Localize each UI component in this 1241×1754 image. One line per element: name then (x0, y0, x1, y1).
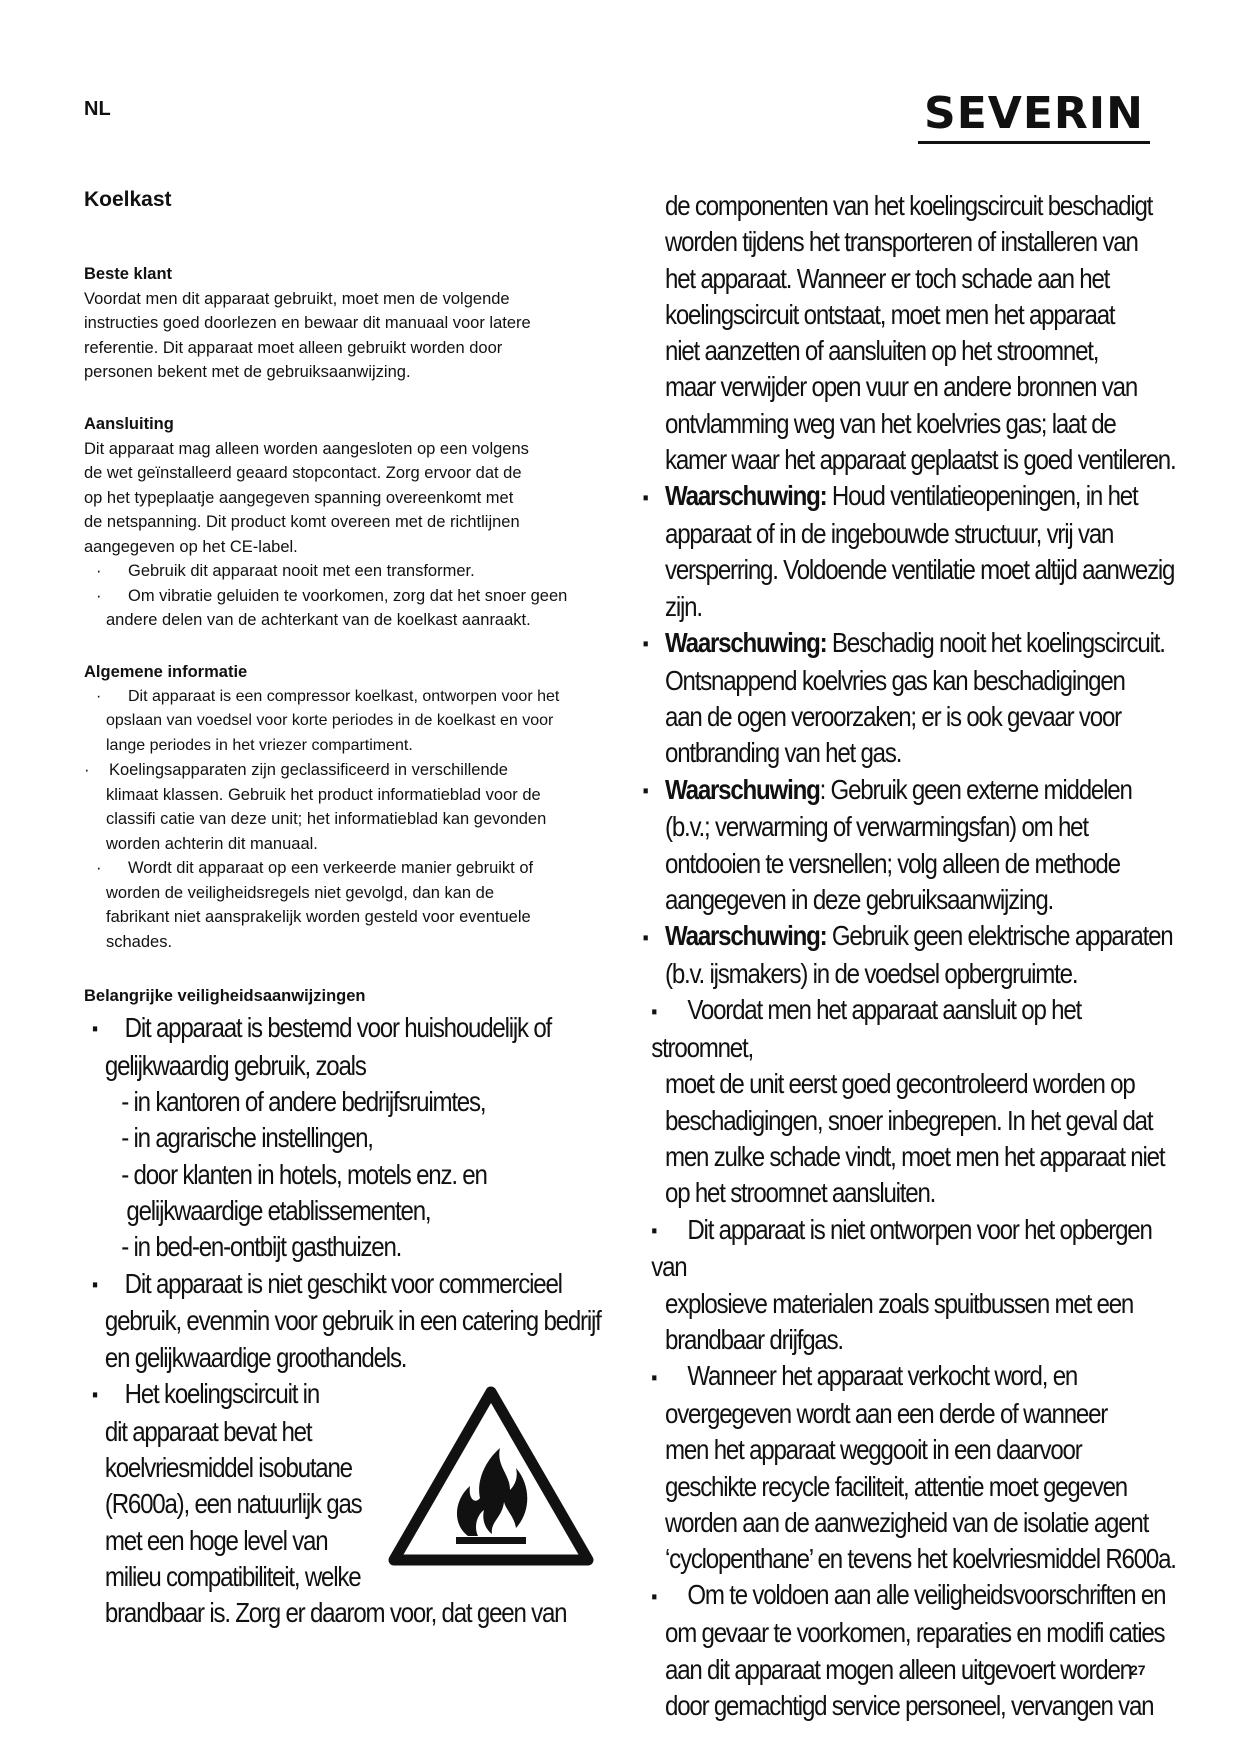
warning-text: aan de ogen veroorzaken; er is ook gevaar voor (665, 701, 1121, 733)
flammable-warning-icon (388, 1386, 594, 1566)
warning-text: Gebruik geen elektrische apparaten (831, 920, 1173, 952)
list-item-text: Dit apparaat is niet geschikt voor commercieel (124, 1267, 562, 1299)
page-title: Koelkast (84, 188, 172, 211)
list-item-text: Gebruik dit apparaat nooit met een transformer. (128, 562, 475, 580)
list-item (84, 584, 684, 609)
text-line: instructies goed doorlezen en bewaar dit manuaal voor latere (84, 314, 531, 332)
list-item-text: gebruik, evenmin voor gebruik in een catering bedrijf (104, 1305, 601, 1337)
list-item (651, 1577, 1181, 1615)
warning-text: (b.v.; verwarming of verwarmingsfan) om het (665, 811, 1088, 843)
list-item-text: Dit apparaat is bestemd voor huishoudelijk of (124, 1012, 552, 1043)
warning-item (643, 625, 1181, 663)
list-item-text: Dit apparaat is een compressor koelkast, ontworpen voor het (128, 687, 560, 705)
bullet-icon: ▪ (651, 1000, 657, 1023)
section-heading: Aansluiting (84, 415, 174, 433)
list-item-text: gelijkwaardig gebruik, zoals (104, 1049, 366, 1081)
list-item-text: geschikte recycle faciliteit, attentie moet gegeven (665, 1470, 1127, 1502)
list-item-text: door gemachtigd service personeel, vervangen van (665, 1689, 1154, 1721)
section-heading: Algemene informatie (84, 663, 248, 681)
list-item-text: Om te voldoen aan alle veiligheidsvoorschriften en (687, 1579, 1166, 1611)
text-line: personen bekent met de gebruiksaanwijzing. (84, 363, 411, 381)
warning-text: versperring. Voldoende ventilatie moet altijd aanwezig (665, 554, 1175, 586)
list-item-text: klimaat klassen. Gebruik het product informatieblad voor de (106, 785, 541, 804)
list-item-text: - in agrarische instellingen, (121, 1122, 373, 1154)
text-line: koelingscircuit ontstaat, moet men het apparaat (665, 298, 1115, 330)
text-line: worden tijdens het transporteren of installeren van (665, 226, 1138, 258)
list-item-text: milieu compatibiliteit, welke (104, 1560, 361, 1592)
warning-text: ontbranding van het gas. (665, 737, 902, 769)
list-item-text: worden de veiligheidsregels niet gevolgd, dan kan de (106, 883, 495, 902)
warning-text: apparaat of in de ingebouwde structuur, vrij van (665, 518, 1114, 550)
text-line: kamer waar het apparaat geplaatst is goed ventileren. (665, 444, 1176, 476)
list-item-text: brandbaar drijfgas. (665, 1323, 843, 1355)
section-veiligheid (84, 984, 584, 1009)
text-line: niet aanzetten of aansluiten op het stroomnet, (665, 335, 1099, 367)
list-item (92, 1266, 677, 1304)
warning-label: Waarschuwing: (665, 480, 827, 512)
list-item-text: moet de unit eerst goed gecontroleerd worden op (665, 1068, 1135, 1100)
list-item-text: classifi catie van deze unit; het informatieblad kan gevonden (106, 810, 547, 828)
list-item-text: explosieve materialen zoals spuitbussen met een (665, 1287, 1134, 1319)
list-item-text: men zulke schade vindt, moet men het apparaat niet (665, 1140, 1165, 1172)
list-item-text: ‘cyclopenthane’ en tevens het koelvriesmiddel R600a. (665, 1543, 1176, 1575)
warning-label: Waarschuwing: (665, 920, 827, 952)
warning-item (643, 918, 1181, 956)
list-item-text: Het koelingscircuit in (124, 1377, 320, 1409)
brand-logo (918, 88, 1150, 144)
list-item-text: Wanneer het apparaat verkocht word, en (687, 1360, 1078, 1392)
list-item-text: Wordt dit apparaat op een verkeerde manier gebruikt of (128, 859, 534, 877)
list-item-text: op het stroomnet aansluiten. (665, 1177, 936, 1209)
list-item-text: worden aan de aanwezigheid van de isolatie agent (665, 1506, 1149, 1538)
warning-text: Houd ventilatieopeningen, in het (831, 480, 1138, 512)
list-item-text: - in kantoren of andere bedrijfsruimtes, (121, 1086, 486, 1118)
text-line: de componenten van het koelingscircuit beschadigt (665, 190, 1153, 221)
warning-text: Beschadig nooit het koelingscircuit. (831, 627, 1165, 659)
list-item-text: aan dit apparaat mogen alleen uitgevoert worden (665, 1653, 1132, 1685)
list-item-text: - in bed-en-ontbijt gasthuizen. (121, 1231, 402, 1263)
list-item (84, 758, 684, 783)
bullet-icon: · (96, 586, 102, 605)
section-aansluiting (84, 412, 684, 633)
list-item-text: men het apparaat weggooit in een daarvoor (665, 1434, 1082, 1466)
section-heading: Beste klant (84, 265, 173, 283)
warning-label: Waarschuwing: (665, 627, 827, 659)
text-line: referentie. Dit apparaat moet alleen gebruikt worden door (84, 338, 503, 357)
text-line: Voordat men dit apparaat gebruikt, moet men de volgende (84, 289, 510, 308)
brand-underline (918, 141, 1150, 144)
text-line: aangegeven op het CE-label. (84, 537, 298, 556)
warning-text: zijn. (665, 590, 702, 622)
list-item-text: dit apparaat bevat het (104, 1415, 312, 1447)
list-item (84, 559, 684, 584)
list-item-text: worden achterin dit manuaal. (106, 834, 318, 853)
list-item-text: Dit apparaat is niet ontworpen voor het opbergen van (651, 1213, 1152, 1283)
list-item (651, 992, 1181, 1066)
section-algemene-informatie (84, 660, 684, 954)
bullet-icon: ▪ (651, 1585, 657, 1608)
safety-list-right (642, 188, 1181, 1724)
bullet-icon: ▪ (92, 1384, 97, 1407)
warning-text: ontdooien te versnellen; volg alleen de methode (665, 847, 1120, 879)
list-item-text: andere delen van de achterkant van de koelkast aanraakt. (106, 611, 531, 629)
list-item-text: Voordat men het apparaat aansluit op het stroomnet, (651, 994, 1081, 1064)
text-line: het apparaat. Wanneer er toch schade aan het (665, 262, 1110, 294)
warning-label: Waarschuwing (665, 773, 820, 805)
text-line: Dit apparaat mag alleen worden aangesloten op een volgens (84, 439, 529, 458)
language-code: NL (84, 98, 111, 120)
section-beste-klant (84, 262, 644, 385)
bullet-icon: ▪ (642, 486, 648, 509)
list-item-text: fabrikant niet aansprakelijk worden gesteld voor eventuele (106, 908, 531, 926)
warning-item (643, 478, 1181, 516)
bullet-icon: ▪ (651, 1366, 657, 1389)
list-item (651, 1358, 1181, 1396)
text-line: maar verwijder open vuur en andere bronnen van (665, 371, 1138, 403)
bullet-icon: · (96, 687, 102, 705)
list-item (84, 685, 684, 710)
bullet-icon: ▪ (651, 1220, 657, 1243)
warning-text: (b.v. ijsmakers) in de voedsel opbergruimte. (665, 958, 1078, 990)
warning-item (643, 772, 1181, 810)
list-item-text: koelvriesmiddel isobutane (104, 1451, 352, 1483)
list-item-text: gelijkwaardige etablissementen, (126, 1194, 431, 1226)
list-item-text: en gelijkwaardige groothandels. (104, 1341, 407, 1373)
list-item-text: - door klanten in hotels, motels enz. en (121, 1158, 487, 1190)
text-line: op het typeplaatje aangegeven spanning overeenkomt met (84, 488, 514, 507)
section-heading: Belangrijke veiligheidsaanwijzingen (84, 987, 366, 1005)
list-item (92, 1010, 677, 1048)
warning-text: aangegeven in deze gebruiksaanwijzing. (665, 884, 1053, 915)
list-item-text: opslaan van voedsel voor korte periodes in de koelkast en voor (106, 712, 554, 729)
bullet-icon: ▪ (642, 926, 648, 949)
list-item-text: brandbaar is. Zorg er daarom voor, dat geen van (104, 1597, 567, 1629)
list-item-text: met een hoge level van (104, 1524, 328, 1556)
list-item-text: om gevaar te voorkomen, reparaties en modifi caties (665, 1617, 1165, 1649)
bullet-icon: · (84, 761, 90, 779)
warning-text: : Gebruik geen externe middelen (819, 773, 1132, 805)
text-line: ontvlamming weg van het koelvries gas; laat de (665, 407, 1116, 439)
list-item-text: Koelingsapparaten zijn geclassificeerd in verschillende (109, 761, 508, 779)
list-item-text: beschadigingen, snoer inbegrepen. In het geval dat (665, 1104, 1153, 1136)
warning-text: Ontsnappend koelvries gas kan beschadigingen (665, 664, 1125, 696)
list-item-text: overgegeven wordt aan een derde of wanneer (665, 1397, 1108, 1429)
bullet-icon: ▪ (92, 1273, 97, 1296)
bullet-icon: · (96, 859, 102, 877)
page-number: 27 (1130, 1662, 1146, 1678)
list-item-text: schades. (106, 932, 173, 951)
list-item (84, 856, 684, 881)
list-item-text: Om vibratie geluiden te voorkomen, zorg dat het snoer geen (128, 586, 568, 605)
bullet-icon: ▪ (642, 633, 648, 656)
list-item-text: lange periodes in het vriezer compartiment. (106, 736, 413, 754)
bullet-icon: · (96, 562, 102, 580)
brand-wordmark: SEVERIN (924, 88, 1144, 139)
text-line: de wet geïnstalleerd geaard stopcontact. Zorg ervoor dat de (84, 464, 522, 482)
list-item (651, 1212, 1181, 1286)
text-line: de netspanning. Dit product komt overeen met de richtlijnen (84, 513, 520, 531)
bullet-icon: ▪ (642, 780, 648, 803)
bullet-icon: ▪ (92, 1018, 97, 1041)
list-item-text: (R600a), een natuurlijk gas (104, 1488, 362, 1520)
